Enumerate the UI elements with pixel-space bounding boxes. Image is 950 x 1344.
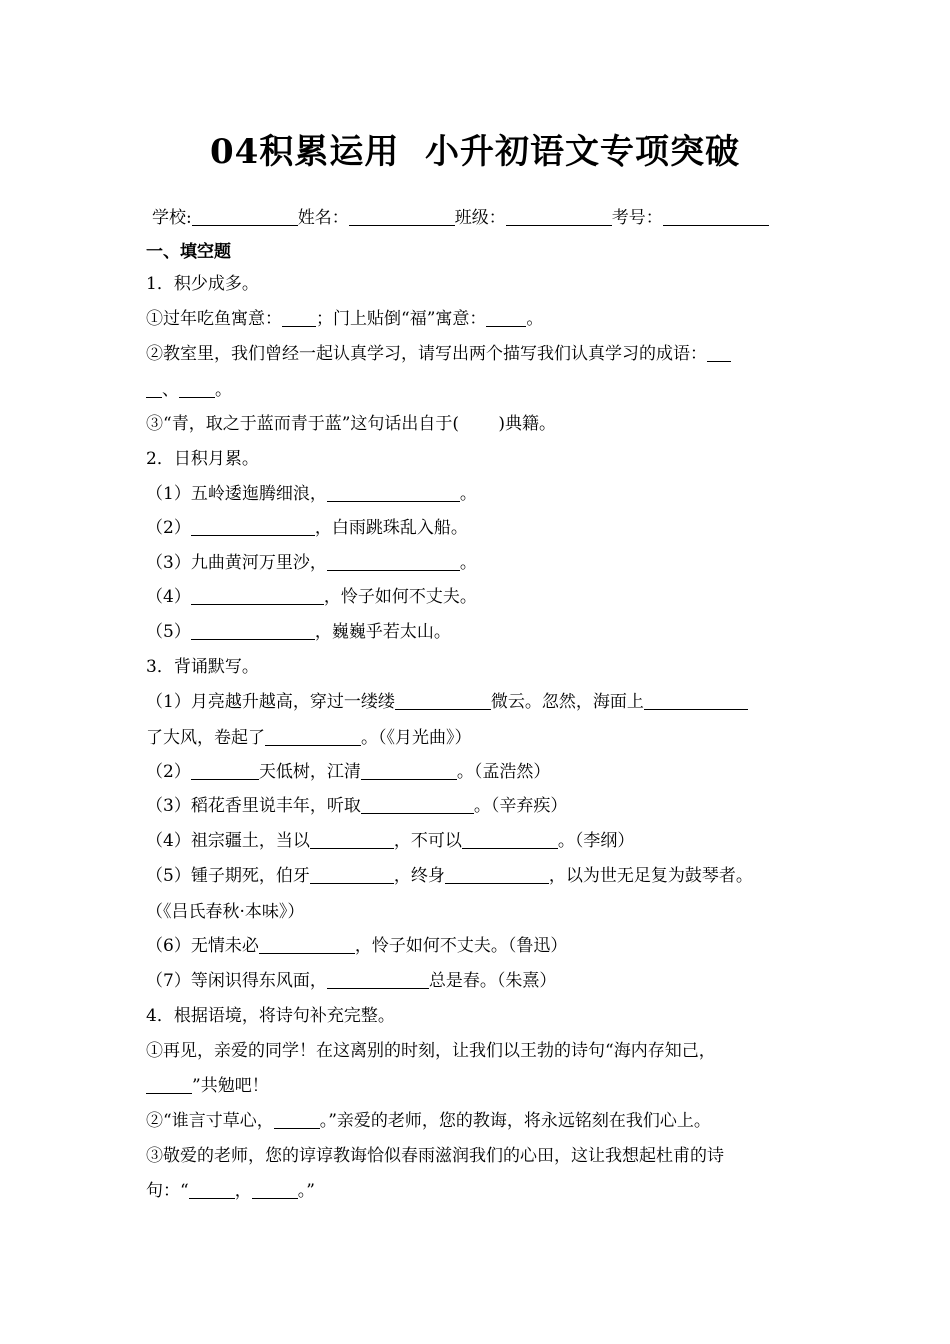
- answer-blank[interactable]: [327, 552, 460, 571]
- name-label: 姓名：: [297, 208, 349, 228]
- question-1-item-1: ①过年吃鱼寓意： ；门上贴倒“福”寓意： 。: [146, 309, 544, 329]
- student-info-row: [152, 203, 769, 228]
- question-3-line-1-cont: 了大风，卷起了 。（《月光曲》）: [146, 728, 472, 748]
- question-4-item-1: ①再见，亲爱的同学！在这离别的时刻，让我们以王勃的诗句“海内存知己，: [146, 1041, 716, 1061]
- answer-blank[interactable]: [486, 308, 526, 327]
- question-2-line-5: （5） ，巍巍乎若太山。: [146, 622, 451, 642]
- question-2-head: 2．日积月累。: [146, 449, 259, 469]
- answer-blank[interactable]: [259, 935, 355, 954]
- answer-blank[interactable]: [191, 517, 315, 536]
- answer-blank[interactable]: [395, 691, 491, 710]
- question-3-line-5-source: （《吕氏春秋·本味》）: [146, 902, 305, 922]
- question-4-item-1-cont: ”共勉吧！: [146, 1074, 269, 1098]
- answer-blank[interactable]: [361, 795, 474, 814]
- question-4-item-3-cont: 句：“ ， 。”: [146, 1181, 315, 1201]
- question-3-line-2: （2） 天低树，江清 。（孟浩然）: [146, 762, 551, 782]
- school-label: 学校:: [152, 208, 192, 228]
- class-blank[interactable]: [506, 207, 612, 226]
- section-heading: 一、填空题: [146, 242, 231, 262]
- answer-blank[interactable]: [274, 1110, 320, 1129]
- answer-blank[interactable]: [462, 830, 558, 849]
- question-3-line-1: （1）月亮越升越高，穿过一缕缕 微云。忽然，海面上: [146, 690, 748, 714]
- question-1-head: 1．积少成多。: [146, 274, 259, 294]
- answer-blank[interactable]: [191, 621, 315, 640]
- answer-blank[interactable]: [310, 830, 394, 849]
- answer-blank[interactable]: [445, 865, 549, 884]
- answer-blank[interactable]: [146, 1075, 192, 1094]
- question-3-line-7: （7）等闲识得东风面， 总是春。（朱熹）: [146, 971, 557, 991]
- question-2-line-1: （1）五岭逶迤腾细浪， 。: [146, 484, 477, 504]
- answer-blank[interactable]: [282, 308, 316, 327]
- page-title: 04积累运用 小升初语文专项突破: [210, 132, 740, 172]
- answer-blank[interactable]: [644, 691, 748, 710]
- answer-blank[interactable]: [361, 761, 457, 780]
- answer-blank[interactable]: [146, 379, 162, 398]
- question-2-line-3: （3）九曲黄河万里沙， 。: [146, 553, 477, 573]
- question-1-item-3: ③“青，取之于蓝而青于蓝”这句话出自于( )典籍。: [146, 414, 557, 434]
- question-3-line-4: （4）祖宗疆土，当以 ，不可以 。（李纲）: [146, 831, 635, 851]
- answer-blank[interactable]: [191, 761, 259, 780]
- question-3-line-5: （5）锺子期死，伯牙 ，终身 ，以为世无足复为鼓琴者。: [146, 866, 753, 886]
- school-blank[interactable]: [192, 207, 298, 226]
- question-3-line-6: （6）无情未必 ，怜子如何不丈夫。（鲁迅）: [146, 936, 568, 956]
- question-3-line-3: （3）稻花香里说丰年，听取 。（辛弃疾）: [146, 796, 568, 816]
- name-blank[interactable]: [349, 207, 455, 226]
- question-4-head: 4．根据语境，将诗句补充完整。: [146, 1006, 395, 1026]
- question-2-line-4: （4） ，怜子如何不丈夫。: [146, 587, 477, 607]
- number-blank[interactable]: [663, 207, 769, 226]
- answer-blank[interactable]: [327, 970, 429, 989]
- class-label: 班级：: [454, 208, 506, 228]
- number-label: 考号：: [611, 208, 663, 228]
- answer-blank[interactable]: [310, 865, 394, 884]
- question-3-head: 3．背诵默写。: [146, 657, 259, 677]
- answer-blank[interactable]: [252, 1180, 298, 1199]
- question-1-item-2: ②教室里，我们曾经一起认真学习，请写出两个描写我们认真学习的成语：: [146, 342, 731, 366]
- answer-blank[interactable]: [189, 1180, 235, 1199]
- answer-blank[interactable]: [265, 727, 361, 746]
- question-4-item-3: ③敬爱的老师，您的谆谆教诲恰似春雨滋润我们的心田，这让我想起杜甫的诗: [146, 1146, 724, 1166]
- answer-blank[interactable]: [179, 379, 215, 398]
- question-4-item-2: ②“谁言寸草心， 。”亲爱的老师，您的教诲，将永远铭刻在我们心上。: [146, 1111, 711, 1131]
- answer-blank[interactable]: [327, 483, 460, 502]
- question-2-line-2: （2） ，白雨跳珠乱入船。: [146, 518, 468, 538]
- question-1-item-2-cont: 、 。: [146, 378, 232, 402]
- answer-blank[interactable]: [191, 586, 324, 605]
- answer-blank[interactable]: [707, 343, 731, 362]
